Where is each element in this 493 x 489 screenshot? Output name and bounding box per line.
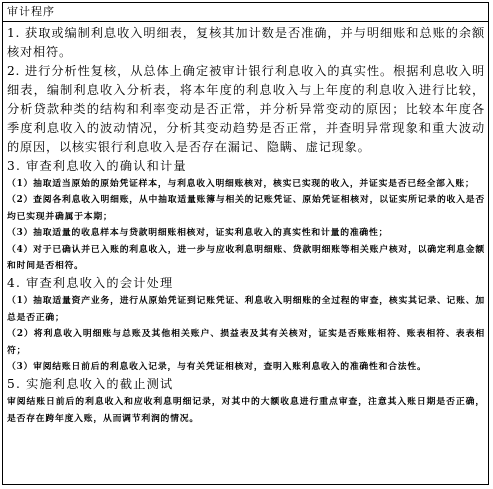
document-header: 审计程序: [3, 3, 488, 22]
section-title-5: 5. 实施利息收入的截止测试: [7, 377, 174, 392]
section-4-item-1: （1）抽取适量资产业务，进行从原始凭证到记账凭证、利息收入明细账的全过程的审查，核实其记录、记账、加总是否正确；: [7, 296, 485, 323]
section-4-item-3: （3）审阅结账日前后的利息收入记录，与有关凭证相核对，查明入账利息收入的准确性和合法性。: [7, 362, 427, 373]
section-4-item-2: （2）将利息收入明细账与总账及其他相关账户、损益表及其有关核对，证实是否账账相符、账表相符、表表相符；: [7, 329, 485, 356]
section-5-item-1: 审阅结账日前后的利息收入和应收利息明细记录，对其中的大额收息进行重点审查，注意其入账日期是否正确，是否存在跨年度入账，从而调节利润的情况。: [7, 397, 485, 424]
section-title-4: 4. 审查利息收入的会计处理: [7, 276, 174, 291]
audit-procedure-document: [2, 2, 489, 485]
section-title-3: 3. 审查利息收入的确认和计量: [7, 159, 187, 173]
section-3-item-3: （3）抽取适量的收息样本与贷款明细账相核对，证实利息收入的真实性和计量的准确性；: [7, 228, 389, 239]
intro-paragraph-1: 1. 获取或编制利息收入明细表，复核其加计数是否准确，并与明细账和总账的余额核对相符。: [7, 26, 485, 59]
section-3-item-2: （2）查阅各利息收入明细账，从中抽取适量账簿与相关的记账凭证、原始凭证相核对，以证实所记录的收入是否均已实现并确属于本期；: [7, 195, 485, 222]
document-body: [3, 22, 488, 427]
section-3-item-4: （4）对于已确认并已入账的利息收入，进一步与应收利息明细账、贷款明细账等相关账户核对，以确定利息金额和时间是否相符。: [7, 244, 485, 272]
intro-paragraph-2: 2. 进行分析性复核，从总体上确定被审计银行利息收入的真实性。根据利息收入明细表，编制利息收入分析表，将本年度的利息收入与上年度的利息收入进行比较，分析贷款种类的结构和利率变动是否正常，并分析异常变动的原因；比较本年度各季度利息收入的波动情况，分析其变动趋势是否正常，并查明异常现象和重大波动的原因，以核实银行利息收入是否存在漏记、隐瞒、虚记现象。: [7, 64, 485, 154]
section-3-item-1: （1）抽取适当原始的原始凭证样本，与利息收入明细账核对，核实已实现的收入，并证实是否已经全部入账；: [7, 179, 475, 189]
